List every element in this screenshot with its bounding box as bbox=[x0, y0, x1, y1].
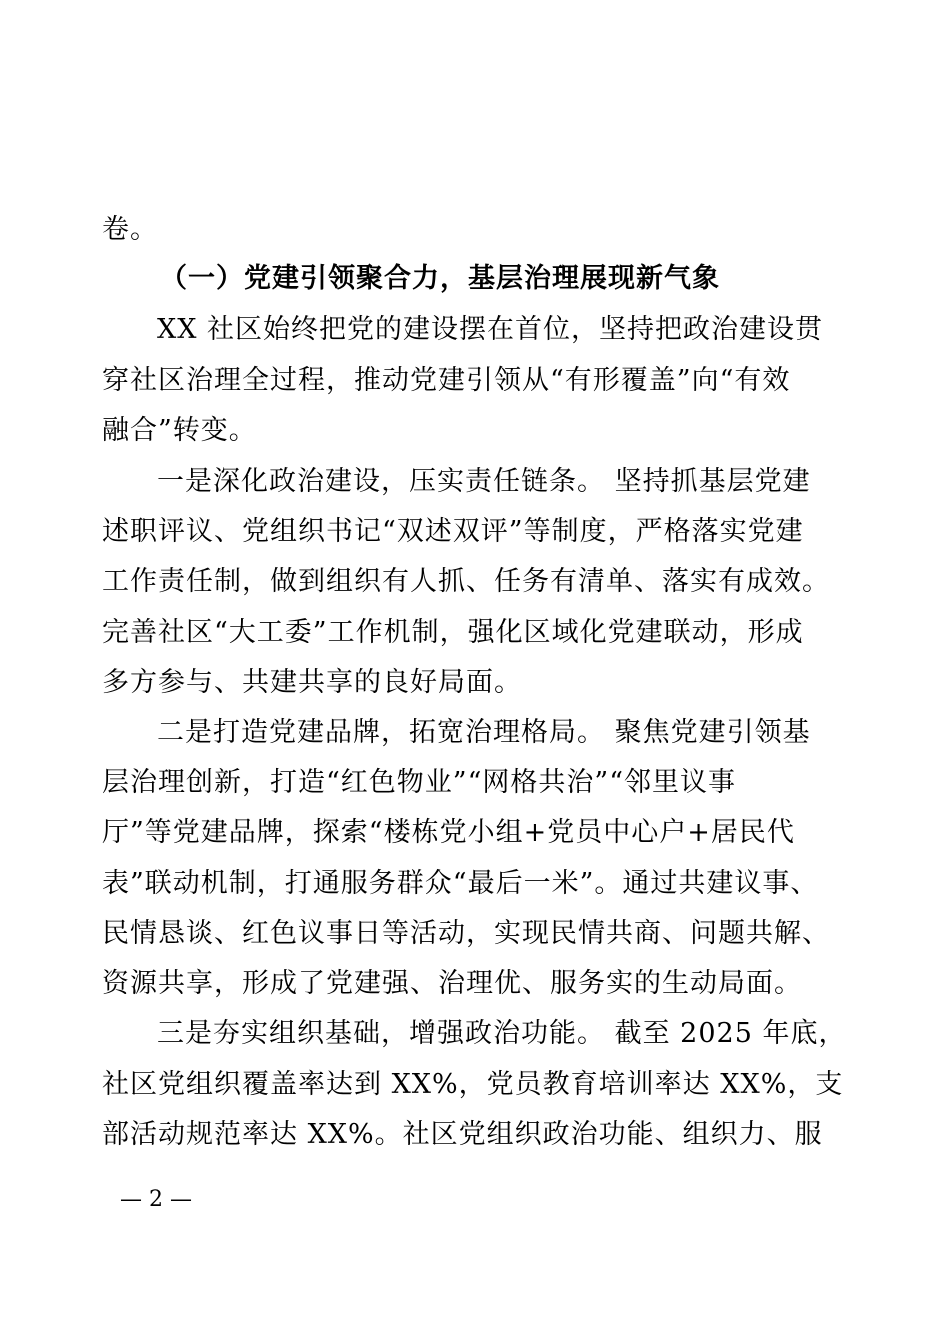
text-line: 穿社区治理全过程，推动党建引领从“有形覆盖”向“有效 bbox=[102, 365, 791, 396]
text-line: 多方参与、共建共享的良好局面。 bbox=[102, 667, 522, 698]
text-line: 民情恳谈、红色议事日等活动，实现民情共商、问题共解、 bbox=[102, 918, 830, 949]
text-line: 厅”等党建品牌，探索“楼栋党小组+党员中心户+居民代 bbox=[102, 817, 795, 848]
text-line: 一是深化政治建设，压实责任链条。 坚持抓基层党建 bbox=[157, 466, 811, 497]
text-line: 表”联动机制，打通服务群众“最后一米”。通过共建议事、 bbox=[102, 868, 819, 899]
text-line: 完善社区“大工委”工作机制，强化区域化党建联动，形成 bbox=[102, 617, 804, 648]
text-line: 述职评议、党组织书记“双述双评”等制度，严格落实党建 bbox=[102, 516, 804, 547]
page-number: — 2 — bbox=[120, 1187, 192, 1212]
text-line: 融合”转变。 bbox=[102, 415, 257, 446]
text-line: 工作责任制，做到组织有人抓、任务有清单、落实有成效。 bbox=[102, 566, 830, 597]
text-line: 资源共享，形成了党建强、治理优、服务实的生动局面。 bbox=[102, 968, 802, 999]
text-line: 部活动规范率达 XX%。社区党组织政治功能、组织力、服 bbox=[102, 1119, 823, 1150]
text-line: XX 社区始终把党的建设摆在首位，坚持把政治建设贯 bbox=[157, 314, 824, 345]
text-line: 卷。 bbox=[102, 214, 158, 245]
text-line: 三是夯实组织基础，增强政治功能。 截至 2025 年底， bbox=[157, 1018, 847, 1049]
section-heading: （一）党建引领聚合力，基层治理展现新气象 bbox=[160, 263, 720, 294]
text-line: 层治理创新，打造“红色物业”“网格共治”“邻里议事 bbox=[102, 767, 737, 798]
text-line: 二是打造党建品牌，拓宽治理格局。 聚焦党建引领基 bbox=[157, 717, 811, 748]
text-line: 社区党组织覆盖率达到 XX%，党员教育培训率达 XX%，支 bbox=[102, 1069, 844, 1100]
